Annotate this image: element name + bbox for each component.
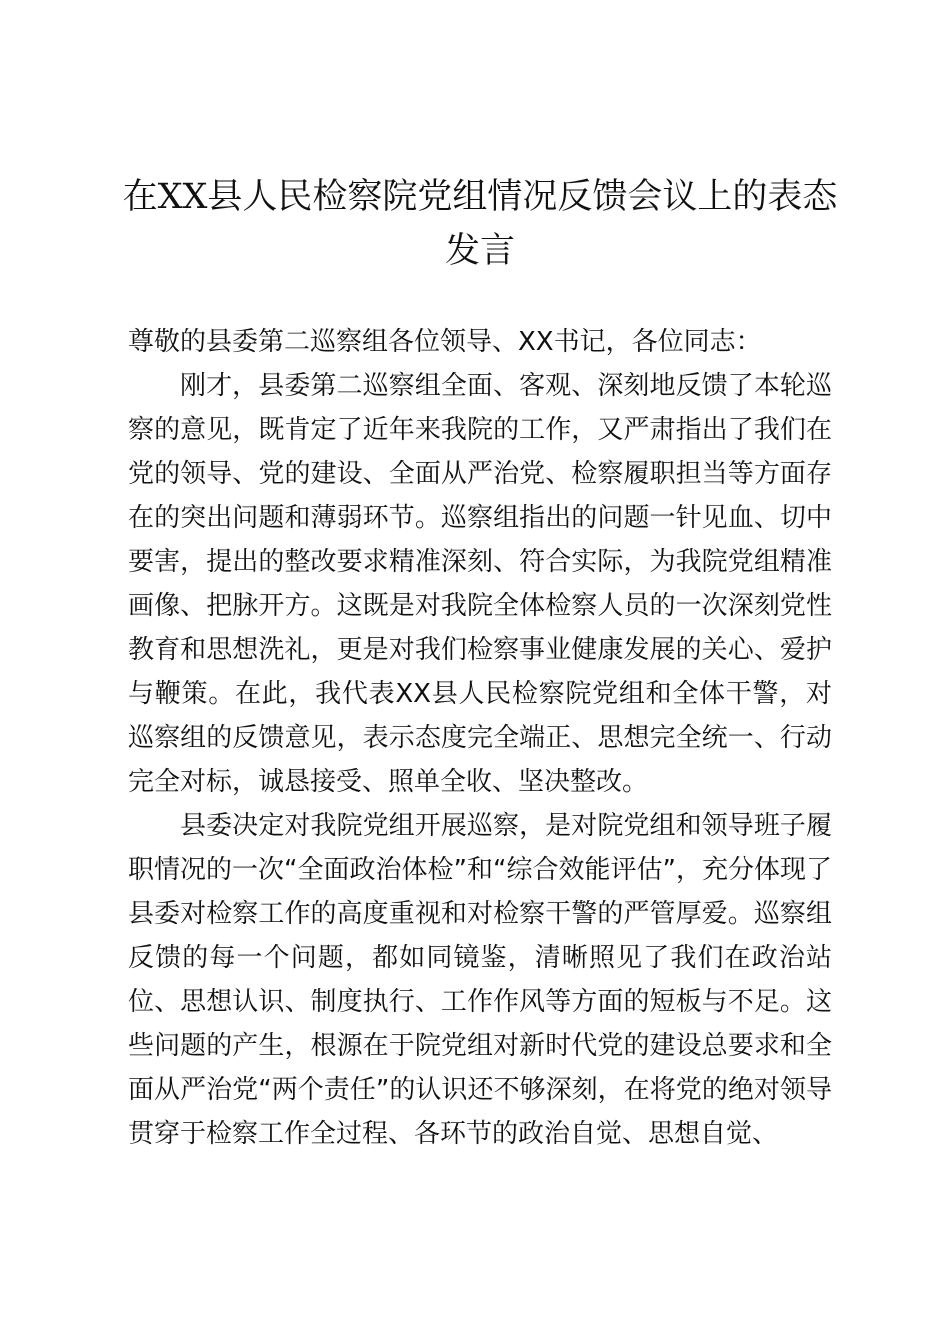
paragraph-2: 县委决定对我院党组开展巡察，是对院党组和领导班子履职情况的一次“全面政治体检”和“综合效能评估”，充分体现了县委对检察工作的高度重视和对检察干警的严管厚爱。巡察组反馈的每一个问题，都如同镜鉴，清晰照见了我们在政治站位、思想认识、制度执行、工作作风等方面的短板与不足。这些问题的产生，根源在于院党组对新时代党的建设总要求和全面从严治党“两个责任”的认识还不够深刻，在将党的绝对领导贯穿于检察工作全过程、各环节的政治自觉、思想自觉、 [128,811,832,1149]
paragraph-1: 刚才，县委第二巡察组全面、客观、深刻地反馈了本轮巡察的意见，既肯定了近年来我院的工作，又严肃指出了我们在党的领导、党的建设、全面从严治党、检察履职担当等方面存在的突出问题和薄弱环节。巡察组指出的问题一针见血、切中要害，提出的整改要求精准深刻、符合实际，为我院党组精准画像、把脉开方。这既是对我院全体检察人员的一次深刻党性教育和思想洗礼，更是对我们检察事业健康发展的关心、爱护与鞭策。在此，我代表XX县人民检察院党组和全体干警，对巡察组的反馈意见，表示态度完全端正、思想完全统一、行动完全对标，诚恳接受、照单全收、坚决整改。 [128,371,832,797]
document-body [128,320,832,1156]
salutation: 尊敬的县委第二巡察组各位领导、XX书记，各位同志： [128,327,762,357]
document-title: 在XX县人民检察院党组情况反馈会议上的表态发言 [122,177,838,271]
